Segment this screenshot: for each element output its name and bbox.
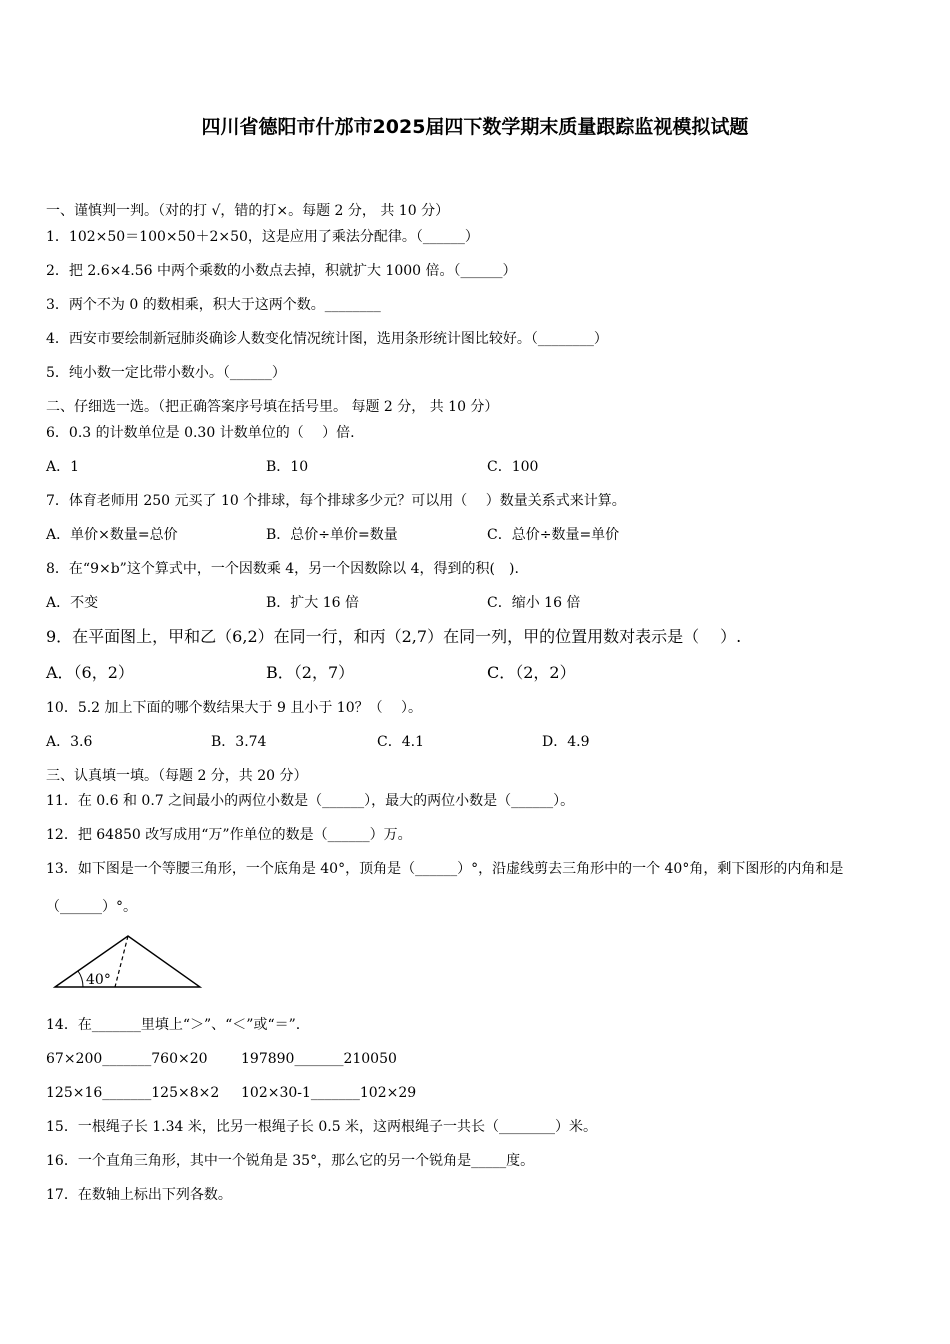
q10-option-a: A．3.6 [46,734,93,750]
q6-option-c: C．100 [487,459,539,475]
q6-option-a: A．1 [46,459,80,475]
question-7: 7．体育老师用 250 元买了 10 个排球，每个排球多少元？可以用（ ）数量关系式来计算。 [46,493,626,509]
q14-item-1: 67×200_______760×20 [46,1051,208,1067]
q14-item-2: 197890_______210050 [241,1051,397,1067]
question-9: 9．在平面图上，甲和乙（6,2）在同一行，和丙（2,7）在同一列，甲的位置用数对表示是（ ）. [46,627,742,646]
q9-option-b: B．（2，7） [266,663,355,682]
q9-option-a: A．（6，2） [46,663,134,682]
q7-option-c: C．总价÷数量=单价 [487,527,620,543]
q10-option-d: D．4.9 [542,734,590,750]
q8-option-c: C．缩小 16 倍 [487,595,581,611]
question-15: 15．一根绳子长 1.34 米，比另一根绳子长 0.5 米，这两根绳子一共长（________）米。 [46,1119,598,1135]
question-3: 3．两个不为 0 的数相乘，积大于这两个数。________ [46,297,381,313]
question-17: 17．在数轴上标出下列各数。 [46,1187,232,1203]
question-2: 2．把 2.6×4.56 中两个乘数的小数点去掉，积就扩大 1000 倍。（______） [46,263,517,279]
q10-option-c: C．4.1 [377,734,424,750]
question-4: 4．西安市要绘制新冠肺炎确诊人数变化情况统计图，选用条形统计图比较好。（________） [46,331,608,347]
q14-item-4: 102×30-1_______102×29 [241,1085,417,1101]
q6-option-b: B．10 [266,459,309,475]
q9-option-c: C．（2，2） [487,663,576,682]
question-5: 5．纯小数一定比带小数小。（______） [46,365,286,381]
section-3-heading: 三、认真填一填。（每题 2 分，共 20 分） [46,768,308,784]
question-14: 14．在_______里填上“＞”、“＜”或“＝”. [46,1017,301,1033]
question-16: 16．一个直角三角形，其中一个锐角是 35°，那么它的另一个锐角是_____度。 [46,1153,535,1169]
question-8: 8．在“9×b”这个算式中，一个因数乘 4，另一个因数除以 4，得到的积( ). [46,561,519,577]
question-12: 12．把 64850 改写成用“万”作单位的数是（______）万。 [46,827,412,843]
section-2-heading: 二、仔细选一选。（把正确答案序号填在括号里。 每题 2 分， 共 10 分） [46,399,499,415]
question-6: 6．0.3 的计数单位是 0.30 计数单位的（ ）倍. [46,425,355,441]
isosceles-triangle-figure [50,930,205,992]
q10-option-b: B．3.74 [211,734,267,750]
q7-option-b: B．总价÷单价=数量 [266,527,398,543]
q7-option-a: A．单价×数量=总价 [46,527,178,543]
question-10: 10．5.2 加上下面的哪个数结果大于 9 且小于 10？（ ）。 [46,700,423,716]
angle-label: 40° [86,972,111,988]
triangle-outline [55,936,200,987]
question-11: 11．在 0.6 和 0.7 之间最小的两位小数是（______），最大的两位小数是（______）。 [46,793,575,809]
q8-option-a: A．不变 [46,595,99,611]
question-1: 1．102×50＝100×50＋2×50，这是应用了乘法分配律。（______） [46,229,479,245]
angle-arc [78,971,83,987]
question-13: 13．如下图是一个等腰三角形，一个底角是 40°，顶角是（______）°，沿虚线剪去三角形中的一个 40°角，剩下图形的内角和是（______）°。 [46,861,844,915]
section-1-heading: 一、谨慎判一判。（对的打 √，错的打×。每题 2 分， 共 10 分） [46,203,450,219]
exam-title: 四川省德阳市什邡市2025届四下数学期末质量跟踪监视模拟试题 [201,116,749,138]
q14-item-3: 125×16_______125×8×2 [46,1085,220,1101]
q8-option-b: B．扩大 16 倍 [266,595,360,611]
